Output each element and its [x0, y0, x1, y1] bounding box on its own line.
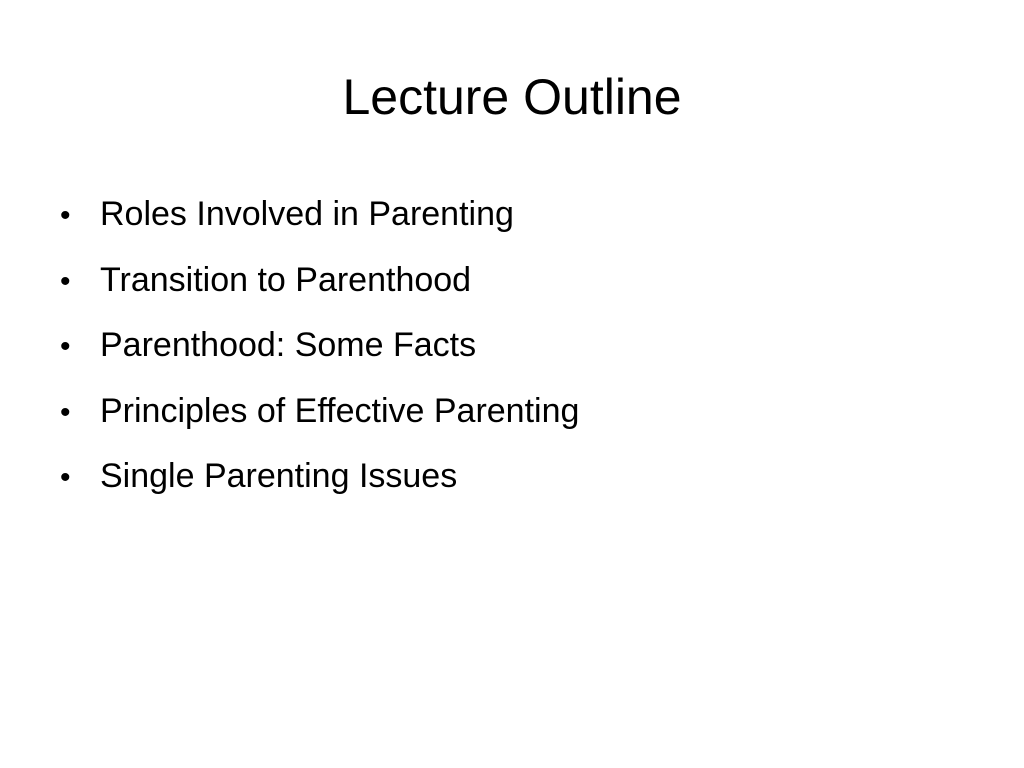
bullet-marker: •: [60, 461, 71, 494]
bullet-marker: •: [60, 330, 71, 363]
list-item: [56, 319, 956, 385]
bullet-list: [56, 188, 956, 516]
bullet-text-principles: Principles of Effective Parenting: [100, 391, 580, 430]
bullet-text-transition: Transition to Parenthood: [100, 260, 472, 299]
list-item: [56, 254, 956, 320]
bullet-marker: •: [60, 264, 71, 298]
bullet-marker: •: [60, 199, 71, 232]
bullet-text-single-parenting: Single Parenting Issues: [100, 457, 458, 495]
list-item: [56, 450, 956, 516]
slide-title: Lecture Outline: [342, 69, 682, 125]
bullet-marker: •: [60, 395, 71, 429]
list-item: [56, 188, 956, 254]
list-item: [56, 385, 956, 451]
bullet-text-roles: Roles Involved in Parenting: [100, 195, 514, 233]
bullet-text-facts: Parenthood: Some Facts: [100, 326, 477, 364]
